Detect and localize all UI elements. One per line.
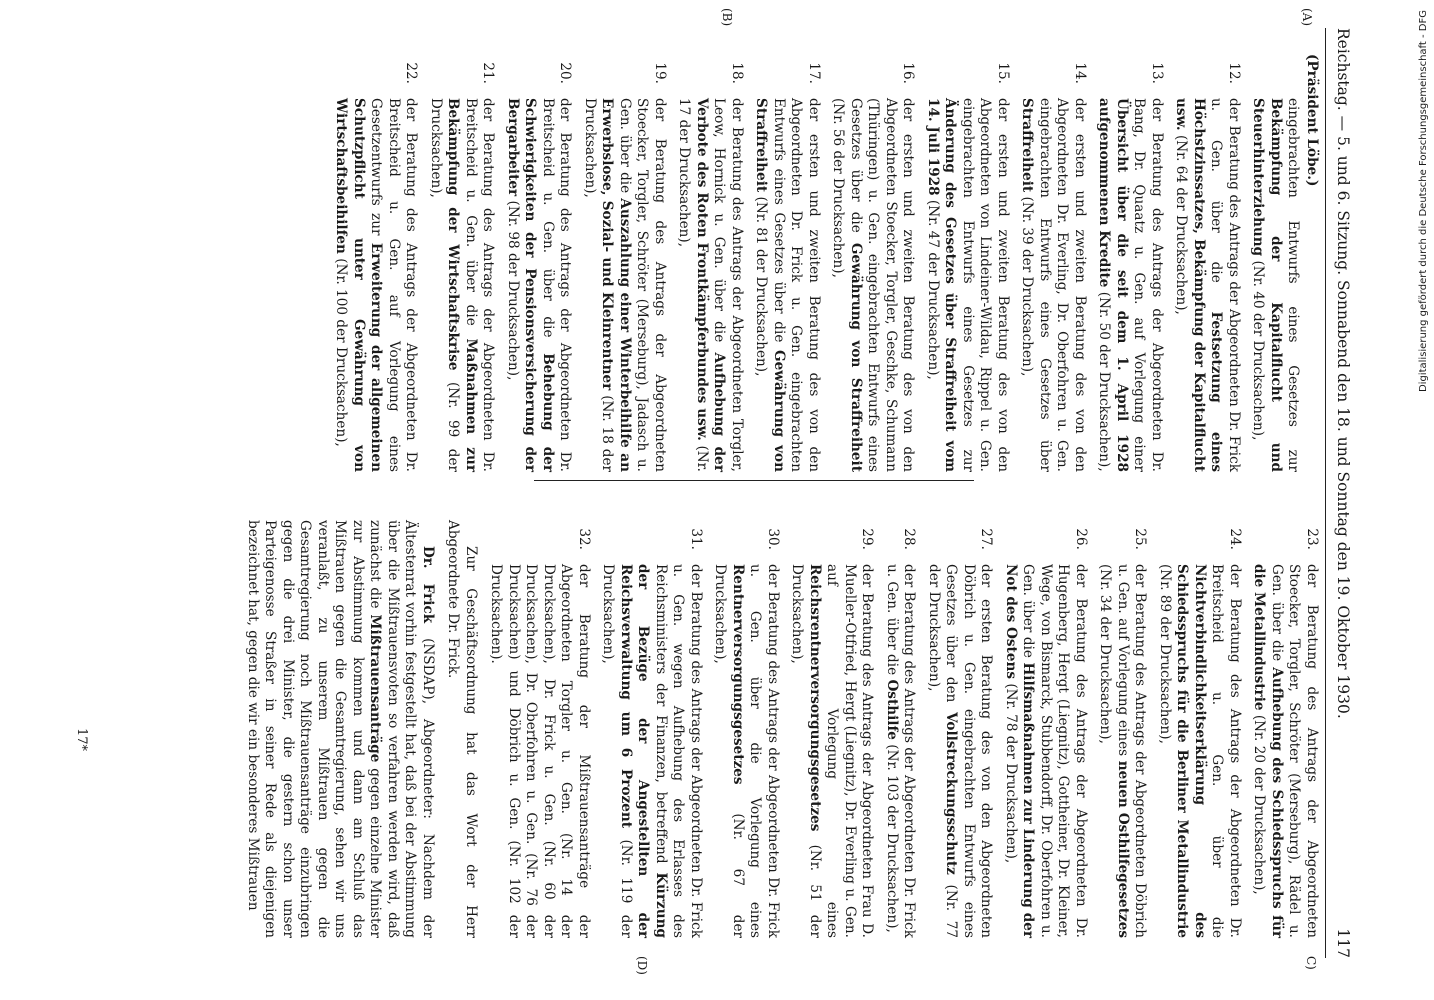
margin-mark-a: (A) [1300, 8, 1314, 27]
agenda-item [1095, 54, 1165, 472]
item-number: 20. [557, 62, 574, 84]
agenda-item [1172, 54, 1242, 472]
column-divider [534, 480, 974, 481]
item-text: der Beratung des Antrags der Abgeordneten Dr. Breitscheid u. Gen. über die Behebung der Schwierigkeiten der Pensionsversicherung der Bergarbeiter (Nr. 98 der Drucksachen), [505, 98, 574, 473]
item-number: 16. [900, 62, 917, 84]
digitization-credit: Digitalisierung gefördert durch die Deutsche Forschungsgemeinschaft - DFG [1418, 10, 1429, 393]
item-number: 32. [576, 528, 592, 550]
item-text: der Beratung des Antrags der Abgeordneten Dr. Frick u. Gen. wegen Aufhebung des Erlasses des Reichsministers der Finanzen, betreffend Kürzung der Bezüge der Angestellten der Reichsverwaltung um 6 Prozent (Nr. 119 der Drucksachen), [600, 564, 704, 939]
margin-mark-b: (B) [720, 8, 734, 27]
right-column [244, 520, 1321, 938]
agenda-item [1156, 520, 1244, 938]
item-text: der Beratung des Antrags der Abgeordneten Dr. Bang, Dr. Quaatz u. Gen. auf Vorlegung einer Übersicht über die seit dem 1. April 1928 aufgenommenen Kredite (Nr. 50 der Drucksachen), [1096, 98, 1165, 472]
item-number: 15. [995, 62, 1011, 84]
item-text: der Beratung des Antrags der Abgeordneten Dr. Breitscheid u. Gen. auf Vorlegung eines Gesetzentwurfs zur Erweiterung der allgemeinen Schutzpflicht unter Gewährung von Wirtschaftsbeihilfen (Nr. 100 der Drucksachen), [333, 98, 420, 472]
item-text: der Beratung des Antrags der Abgeordneten Dr. Breitscheid u. Gen. über die Maßnahmen zur Bekämpfung der Wirtschaftskrise (Nr. 99 der Drucksachen), [428, 98, 497, 473]
item-text: der Beratung des Antrags der Abgeordneten Dr. Frick u. Gen. über die Vorlegung eines Rentnerversorgungsgesetzes (Nr. 67 der Drucksachen), [712, 564, 781, 938]
item-number: 13. [1149, 62, 1165, 84]
margin-mark-c: C) [1304, 956, 1318, 970]
left-column [325, 54, 1320, 472]
item-number: 21. [480, 62, 497, 84]
item-text: der Beratung des Antrags der Abgeordneten Dr. Frick u. Gen. über die Osthilfe (Nr. 103 der Drucksachen), [884, 564, 918, 938]
agenda-item [1018, 54, 1088, 472]
agenda-item [788, 520, 876, 938]
speech-paragraph: Dr. Frick (NSDAP), Abgeordneter: Nachdem der Ältestenrat vorhin festgestellt hat, daß bei der Abstimmung über die Mißtrauensvoten so verfahren werden wird, daß zunächst die Mißtrauensanträge gegen einzelne Minister zur Abstimmung kommen und dann am Schluß das Mißtrauen gegen die Gesamtregierung, sehen wir uns veranlaßt, zu unserem Mißtrauen gegen die Gesamtregierung noch Mißtrauensanträge einzubringen gegen die drei Minister, die gestern schon unser Parteigenosse Straßer in seiner Rede als diejenigen bezeichnet hat, gegen die wir ein besonderes Mißtrauen [245, 520, 436, 939]
procedure-paragraph: Zur Geschäftsordnung hat das Wort der Herr Abgeordnete Dr. Frick. [445, 520, 479, 938]
agenda-item [829, 54, 917, 472]
agenda-item [1002, 520, 1090, 938]
item-number: 23. [1304, 528, 1320, 550]
item-text: der Beratung des Antrags der Abgeordneten Dr. Breitscheid u. Gen. über die Nichtverbindlichkeitserklärung des Schiedsspruchs für die Berliner Metallindustrie (Nr. 89 der Drucksachen), [1157, 564, 1243, 938]
item-text: der Beratung des Antrags der Abgeordneten Dr. Frick u. Gen. über die Festsetzung eines Höchstzinssatzes, Bekämpfung der Kapitalflucht usw. (Nr. 64 der Drucksachen), [1173, 98, 1242, 472]
item-number: 30. [765, 528, 781, 550]
document-page [44, 8, 1364, 975]
signature-mark: 17* [74, 728, 89, 752]
agenda-item [1250, 520, 1320, 938]
continuation-text: eingebrachten Entwurfs eines Gesetzes zur Bekämpfung der Kapitalflucht und Steuerhinterziehung (Nr. 40 der Drucksachen), [1250, 98, 1302, 472]
margin-mark-d: (D) [635, 956, 649, 975]
agenda-item [711, 520, 781, 938]
item-number: 31. [688, 528, 704, 550]
agenda-item [332, 54, 420, 472]
item-text: der ersten und zweiten Beratung des von den Abgeordneten Dr. Everling, Dr. Oberfohren u. Gen. eingebrachten Entwurfs eines Gesetzes über Straffreiheit (Nr. 39 der Drucksachen), [1019, 98, 1088, 472]
item-number: 29. [859, 528, 876, 550]
running-head: Reichstag. — 5. und 6. Sitzung. Sonnabend den 18. und Sonntag den 19. Oktober 1930. [1334, 28, 1352, 719]
item-text: der ersten und zweiten Beratung des von den Abgeordneten Dr. Frick u. Gen. eingebrachten Entwurfs eines Gesetzes über die Gewährung von Straffreiheit (Nr. 81 der Drucksachen), [753, 98, 822, 473]
page-header [1328, 28, 1352, 958]
page-number: 117 [1334, 928, 1352, 958]
item-number: 22. [403, 62, 420, 84]
agenda-item [581, 54, 669, 472]
item-number: 19. [652, 62, 668, 84]
item-number: 28. [901, 528, 918, 550]
item-number: 14. [1072, 62, 1088, 84]
item-text: der Beratung des Antrags der Abgeordneten Stoecker, Torgler, Schröter (Merseburg), Jadasch u. Gen. über die Auszahlung einer Winterbeihilfe an Erwerbslose, Sozial- und Kleinrentner (Nr. 18 der Drucksachen), [582, 98, 668, 472]
item-number: 17. [806, 62, 822, 84]
item-number: 25. [1132, 528, 1149, 550]
header-rule [1325, 28, 1326, 958]
speaker-label: (Präsident Löbe.) [1304, 54, 1320, 187]
item-text: der Beratung des Antrags der Abgeordneten Döbrich u. Gen. auf Vorlegung eines neuen Osthilfegesetzes (Nr. 34 der Drucksachen), [1097, 564, 1149, 938]
agenda-item [924, 54, 1012, 472]
agenda-item [925, 520, 995, 938]
item-text: der Beratung des Antrags der Abgeordneten Stoecker, Torgler, Schröter (Merseburg), Rädel u. Gen. über die Aufhebung des Schiedsspruchs für die Metallindustrie (Nr. 20 der Drucksachen), [1251, 564, 1320, 938]
item-text: der Beratung des Antrags der Abgeordneten Dr. Hugenberg, Hergt (Liegnitz), Gottheiner, Dr. Kleiner, Wege, von Bismarck, Stubbendorff, Dr. Oberfohren u. Gen. über die Hilfsmaßnahmen zur Linderung der Not des Ostens (Nr. 78 der Drucksachen), [1003, 564, 1089, 939]
item-number: 26. [1073, 528, 1089, 550]
item-number: 27. [978, 528, 995, 550]
agenda-item [504, 54, 574, 472]
agenda-item [487, 520, 592, 938]
item-text: der Beratung der Mißtrauensanträge der Abgeordneten Torgler u. Gen. (Nr. 14 der Drucksachen), Dr. Frick u. Gen. (Nr. 60 der Drucksachen), Dr. Oberfohren u. Gen. (Nr. 76 der Drucksachen) und Döbrich u. Gen. (Nr. 102 der Drucksachen). [488, 564, 592, 938]
item-text: der ersten und zweiten Beratung des von den Abgeordneten Stoecker, Torgler, Geschke, Schumann (Thüringen) u. Gen. eingebrachten Entwurfs eines Gesetzes über die Gewährung von Straffreiheit (Nr. 56 der Drucksachen), [830, 98, 917, 472]
item-number: 18. [729, 62, 745, 84]
item-number: 24. [1227, 528, 1243, 550]
item-text: der Beratung des Antrags der Abgeordneten Torgler, Leow, Hornick u. Gen. über die Aufhebung der Verbote des Roten Frontkämpferbundes usw. (Nr. 17 der Drucksachen), [676, 98, 745, 472]
item-text: der ersten Beratung des von den Abgeordneten Döbrich u. Gen. eingebrachten Entwurfs eines Gesetzes über den Vollstreckungsschutz (Nr. 77 der Drucksachen), [926, 564, 995, 938]
agenda-item [752, 54, 822, 472]
agenda-item [599, 520, 704, 938]
agenda-item [427, 54, 497, 472]
agenda-item [883, 520, 918, 938]
agenda-item [1096, 520, 1149, 938]
item-number: 12. [1226, 62, 1242, 84]
agenda-item [675, 54, 745, 472]
item-text: der ersten und zweiten Beratung des von den Abgeordneten von Lindeiner-Wildau, Rippel u. Gen. eingebrachten Entwurfs eines Gesetzes zur Änderung des Gesetzes über Straffreiheit vom 14. Juli 1928 (Nr. 47 der Drucksachen), [925, 98, 1011, 472]
item-text: der Beratung des Antrags der Abgeordneten Frau D. Mueller-Otfried, Hergt (Liegnitz), Dr. Everling u. Gen. auf Vorlegung eines Reichsrentnerversorgungsgesetzes (Nr. 51 der Drucksachen), [789, 564, 876, 938]
